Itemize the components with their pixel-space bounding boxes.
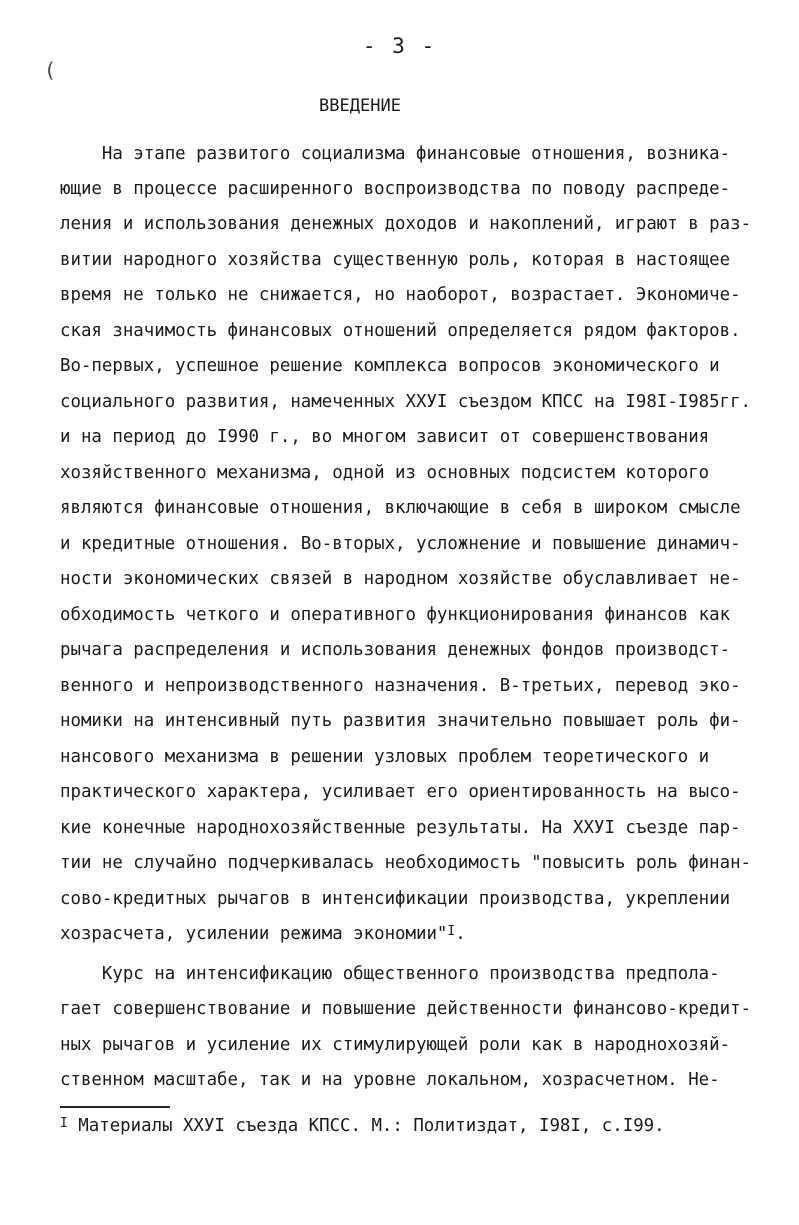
footnote (60, 1116, 760, 1136)
text-line: ственном масштабе, так и на уровне локальном, хозрасчетном. Не- (60, 1070, 720, 1090)
margin-mark: ( (44, 58, 57, 82)
footnote-marker: I (60, 1116, 68, 1131)
footnote-reference: I (447, 924, 456, 939)
text-line: являются финансовые отношения, включающие в себя в широком смысле (60, 498, 741, 518)
text-line: социального развития, намеченных XXУI съездом КПСС на I98I-I985гг. (60, 392, 752, 412)
text-line: Курс на интенсификацию общественного производства предпола- (60, 964, 720, 984)
text-line: венного и непроизводственного назначения. В-третьих, перевод эко- (60, 676, 741, 696)
text-line: хозяйственного механизма, одной из основных подсистем которого (60, 463, 710, 483)
text-line: гает совершенствование и повышение действенности финансово-кредит- (60, 999, 752, 1019)
text-line: сово-кредитных рычагов в интенсификации производства, укреплении (60, 889, 731, 909)
text-line: кие конечные народнохозяйственные результаты. На XXУI съезде пар- (60, 818, 741, 838)
text-line: рычага распределения и использования денежных фондов производст- (60, 640, 731, 660)
text-line: ности экономических связей в народном хозяйстве обуславливает не- (60, 569, 741, 589)
page-number: - 3 - (362, 34, 437, 58)
page-title: ВВЕДЕНИЕ (319, 96, 401, 116)
text-line: ных рычагов и усиление их стимулирующей роли как в народнохозяй- (60, 1035, 731, 1055)
text-line: ющие в процессе расширенного воспроизводства по поводу распреде- (60, 179, 731, 199)
text-line: витии народного хозяйства существенную роль, которая в настоящее (60, 250, 731, 270)
text-line: тии не случайно подчеркивалась необходимость "повысить роль финан- (60, 853, 752, 873)
line-end-period: . (455, 924, 466, 944)
text-line: обходимость четкого и оперативного функционирования финансов как (60, 605, 731, 625)
text-line: ская значимость финансовых отношений определяется рядом факторов. (60, 321, 741, 341)
text-line: ления и использования денежных доходов и накоплений, играют в раз- (60, 214, 752, 234)
text-line: и на период до I990 г., во многом зависит от совершенствования (60, 427, 710, 447)
text-line: практического характера, усиливает его ориентированность на высо- (60, 782, 741, 802)
text-line: Во-первых, успешное решение комплекса вопросов экономического и (60, 356, 720, 376)
text-line-content: хозрасчета, усилении режима экономии" (60, 924, 448, 944)
text-line: время не только не снижается, но наоборот, возрастает. Экономиче- (60, 285, 741, 305)
text-line (60, 922, 760, 948)
footnote-text: Материалы XXУI съезда КПСС. М.: Политиздат, I98I, с.I99. (67, 1116, 665, 1136)
text-line: и кредитные отношения. Во-вторых, усложнение и повышение динамич- (60, 534, 741, 554)
text-line: номики на интенсивный путь развития значительно повышает роль фи- (60, 711, 741, 731)
text-line: На этапе развитого социализма финансовые отношения, возника- (60, 144, 731, 164)
text-line: нансового механизма в решении узловых проблем теоретического и (60, 747, 710, 767)
footnote-divider (60, 1106, 170, 1108)
